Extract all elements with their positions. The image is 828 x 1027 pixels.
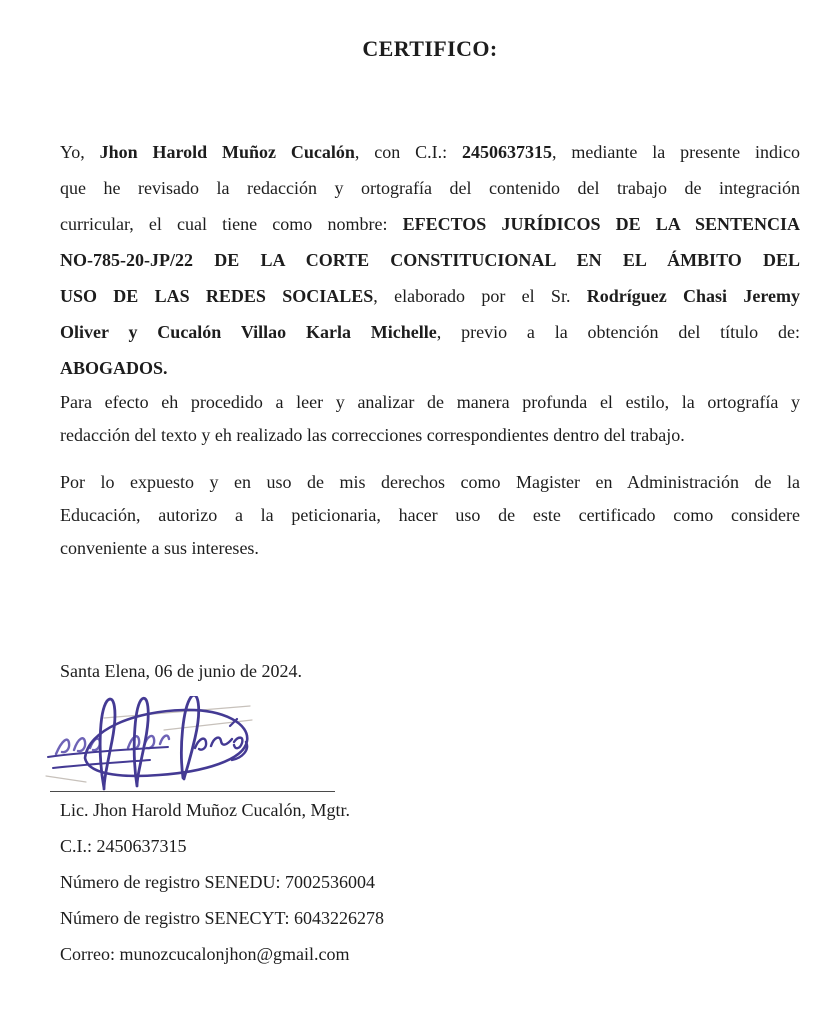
paragraph-revision-statement xyxy=(60,386,800,452)
signer-name-line: Lic. Jhon Harold Muñoz Cucalón, Mgtr. xyxy=(60,800,350,820)
signer-senecyt-line: Número de registro SENECYT: 6043226278 xyxy=(60,908,385,928)
text-line: redacción del texto y eh realizado las correcciones correspondientes dentro del trabajo. xyxy=(60,425,685,445)
text-line: Para efecto eh procedido a leer y analizar de manera profunda el estilo, la ortografía y xyxy=(60,392,800,412)
text-line: Yo, Jhon Harold Muñoz Cucalón, con C.I.: 2450637315, mediante la presente indico xyxy=(60,142,800,162)
signature-area xyxy=(60,694,800,792)
text-line: Por lo expuesto y en uso de mis derechos como Magister en Administración de la xyxy=(60,472,800,492)
text-line: conveniente a sus intereses. xyxy=(60,538,259,558)
signer-email-line: Correo: munozcucalonjhon@gmail.com xyxy=(60,944,350,964)
document-title: CERTIFICO: xyxy=(362,36,498,61)
text-line: ABOGADOS. xyxy=(60,358,168,378)
signature-line xyxy=(50,791,335,792)
signer-block xyxy=(60,792,800,972)
text-line: USO DE LAS REDES SOCIALES, elaborado por el Sr. Rodríguez Chasi Jeremy xyxy=(60,286,800,306)
document-content xyxy=(60,0,800,972)
text-line: Oliver y Cucalón Villao Karla Michelle, previo a la obtención del título de: xyxy=(60,322,800,342)
text-line: curricular, el cual tiene como nombre: EFECTOS JURÍDICOS DE LA SENTENCIA xyxy=(60,214,800,234)
signer-senedu-line: Número de registro SENEDU: 7002536004 xyxy=(60,872,375,892)
date-line: Santa Elena, 06 de junio de 2024. xyxy=(60,661,302,681)
text-line: NO-785-20-JP/22 DE LA CORTE CONSTITUCIONAL EN EL ÁMBITO DEL xyxy=(60,250,800,270)
signer-id-line: C.I.: 2450637315 xyxy=(60,836,187,856)
paragraph-authorization-statement xyxy=(60,466,800,565)
text-line: Educación, autorizo a la peticionaria, hacer uso de este certificado como considere xyxy=(60,505,800,525)
handwritten-signature-image xyxy=(44,696,264,791)
paragraph-certification-statement xyxy=(60,134,800,386)
text-line: que he revisado la redacción y ortografía del contenido del trabajo de integración xyxy=(60,178,800,198)
